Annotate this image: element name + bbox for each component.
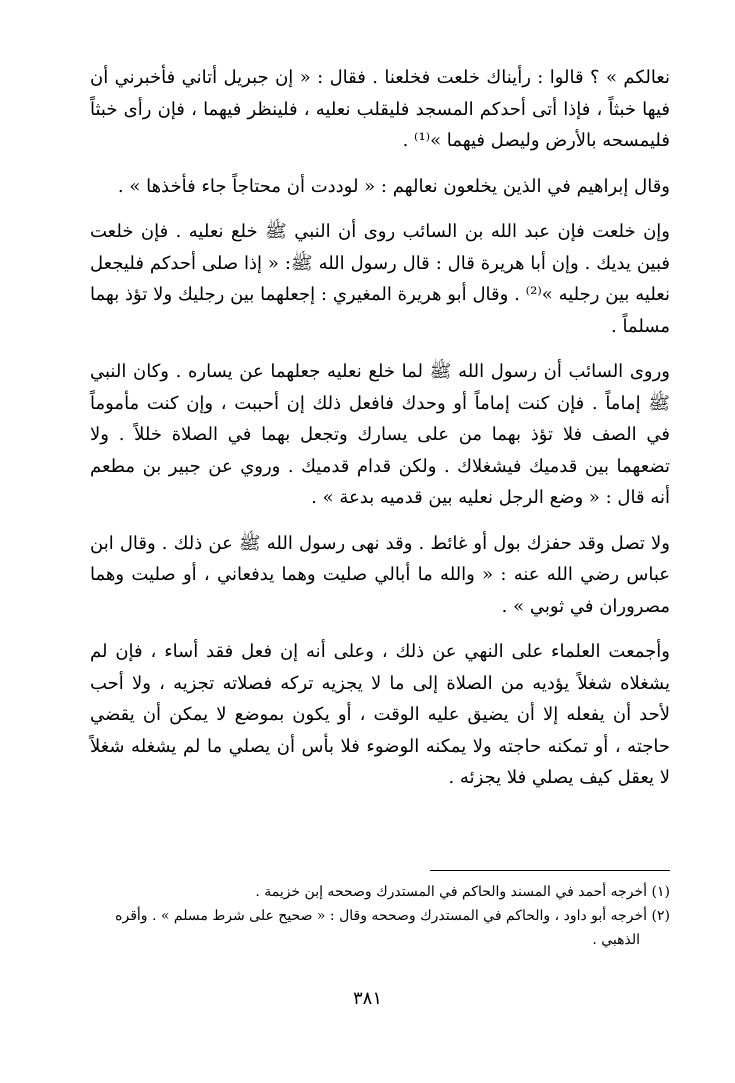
footnote-2-continuation: الذهبي . <box>592 932 640 948</box>
paragraph-6: وأجمعت العلماء على النهي عن ذلك ، وعلى أنه إن فعل فقد أساء ، فإن لم يشغلاه شغلاً يؤديه من الصلاة إلى ما لا يجزيه تركه فصلاته تجزيه ، ولا أحب لأحد أن يفعله إلا أن يضيق عليه الوقت ، أو يكون بموضع لا يمكن أن يقضي حاجته ، أو تمكنه حاجته ولا يمكنه الوضوء فلا بأس أن يصلي ما لم يشغله شغلاً لا يعقل كيف يصلي فلا يجزئه . <box>90 641 670 788</box>
paragraph-1: نعالكم » ؟ قالوا : رأيناك خلعت فخلعنا . فقال : « إن جبريل أتاني فأخبرني أن فيها خبثاً ، فإذا أتى أحدكم المسجد فليقلب نعليه ، فلينظر فيهما ، فإن رأى خبثاً فليمسحه بالأرض وليصل فيهما »⁽¹⁾ . <box>90 67 670 151</box>
paragraph-4: وروى السائب أن رسول الله ﷺ لما خلع نعليه جعلهما عن يساره . وكان النبي ﷺ إماماً . فإن كنت إماماً أو وحدك فافعل ذلك إن أحببت ، وإن كنت مأموماً في الصف فلا تؤذ بهما من على يسارك وتجعل بهما في الصلاة خللاً . ولا تضعهما بين قدميك فيشغلاك . ولكن قدام قدميك . وروي عن جبير بن مطعم أنه قال : « وضع الرجل نعليه بين قدميه بدعة » . <box>90 361 670 508</box>
footnote-1: (١) أخرجه أحمد في المسند والحاكم في المستدرك وصححه إبن خزيمة . <box>255 884 670 900</box>
paragraph-5: ولا تصل وقد حفزك بول أو غائط . وقد نهى رسول الله ﷺ عن ذلك . وقال ابن عباس رضي الله عنه : « والله ما أبالي صليت وهما يدفعاني ، أو صليت وهما مصروران في ثوبي » . <box>90 532 670 617</box>
footnote-divider <box>430 870 670 871</box>
footnote-2: (٢) أخرجه أبو داود ، والحاكم في المستدرك وصححه وقال : « صحيح على شرط مسلم » . وأقره <box>115 908 670 924</box>
paragraph-3: وإن خلعت فإن عبد الله بن السائب روى أن النبي ﷺ خلع نعليه . فإن خلعت فبين يديك . وإن أبا هريرة قال : قال رسول الله ﷺ: « إذا صلى أحدكم فليجعل نعليه بين رجليه »⁽²⁾ . وقال أبو هريرة المغيري : إجعلهما بين رجليك ولا تؤذ بهما مسلماً . <box>90 221 670 337</box>
main-text <box>90 62 670 808</box>
paragraph-2: وقال إبراهيم في الذين يخلعون نعالهم : « لوددت أن محتاجاً جاء فأخذها » . <box>117 175 670 197</box>
footnotes <box>65 880 670 952</box>
page-number: ٣٨١ <box>352 988 382 1009</box>
